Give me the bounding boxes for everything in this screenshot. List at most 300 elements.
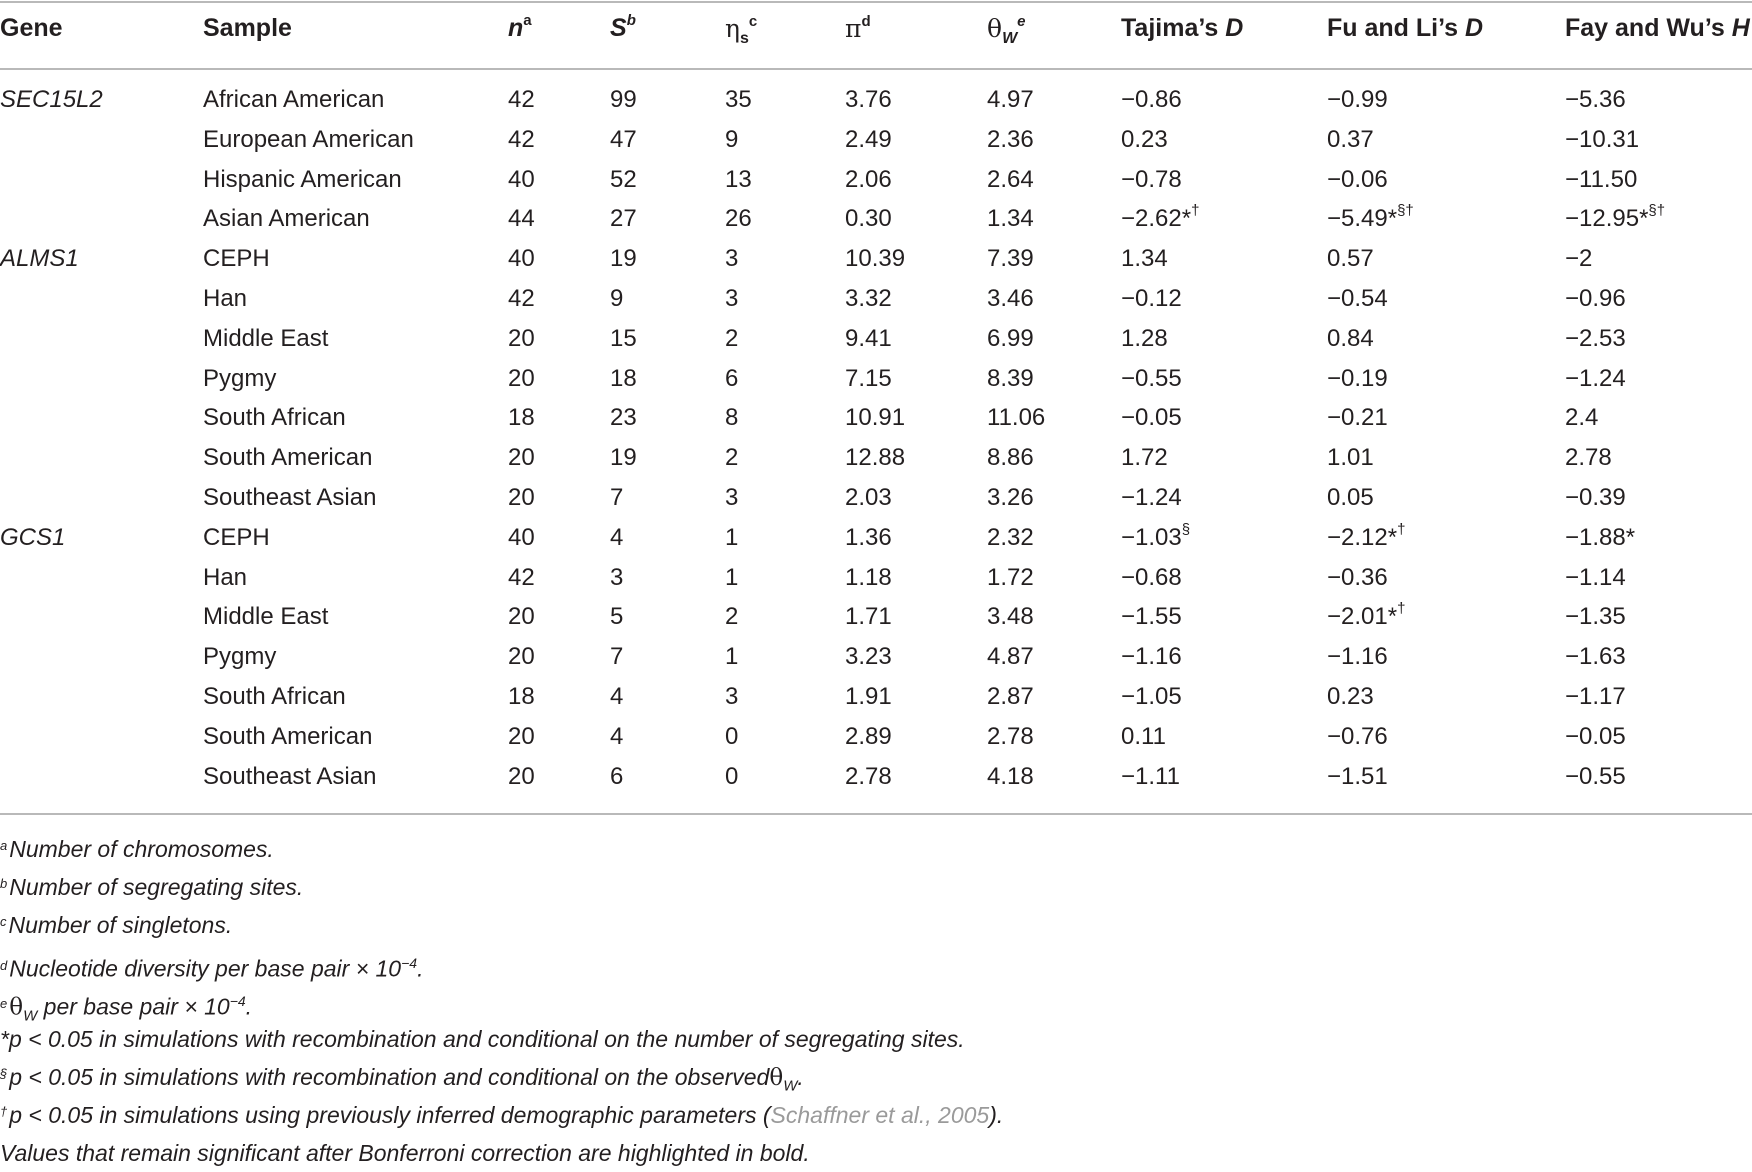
cell-sample-value: Hispanic American (203, 165, 402, 193)
cell-n-value: 18 (508, 404, 535, 432)
header-pi-mark: d (861, 12, 871, 30)
header-fu-li-d (1327, 14, 1483, 43)
cell-n (508, 637, 535, 677)
cell-fu-li-d (1327, 319, 1374, 359)
cell-s-value: 7 (610, 483, 624, 511)
cell-pi (845, 438, 905, 478)
citation-link[interactable]: Schaffner et al., 2005 (770, 1102, 990, 1128)
footnote-b-text: Number of segregating sites. (9, 874, 304, 900)
cell-eta-s-value: 0 (725, 762, 739, 790)
cell-gene (0, 80, 200, 120)
cell-sample-value: European American (203, 125, 414, 153)
cell-pi-value: 1.91 (845, 682, 892, 710)
cell-sample-value: Pygmy (203, 643, 277, 671)
cell-fay-wu-h-value: −0.96 (1565, 284, 1626, 312)
cell-fu-li-d-value: −0.54 (1327, 284, 1388, 312)
cell-eta-s-value: 2 (725, 324, 739, 352)
cell-sample (203, 239, 270, 279)
header-theta (987, 12, 1026, 47)
cell-fu-li-d (1327, 398, 1388, 438)
table-bottom-rule (0, 813, 1752, 815)
cell-tajima-d-value: 1.28 (1121, 324, 1168, 352)
cell-gene-value: SEC15L2 (0, 86, 103, 113)
cell-tajima-d-value: 1.34 (1121, 245, 1168, 273)
cell-tajima-d-value: −2.62* (1121, 205, 1192, 233)
cell-fay-wu-h (1565, 80, 1626, 120)
cell-fu-li-d-significance-mark: † (1397, 520, 1406, 538)
cell-pi (845, 637, 892, 677)
footnote-e-exponent: −4 (229, 993, 246, 1009)
cell-n (508, 757, 535, 797)
cell-eta-s (725, 160, 752, 200)
cell-sample-value: Han (203, 284, 248, 312)
cell-pi (845, 478, 892, 518)
footnote-dagger-end: ). (989, 1102, 1004, 1128)
cell-gene-value: ALMS1 (0, 245, 79, 273)
cell-fay-wu-h-value: −5.36 (1565, 86, 1626, 113)
cell-s-value: 99 (610, 86, 637, 113)
cell-n-value: 42 (508, 86, 535, 113)
cell-theta-w-value: 4.18 (987, 762, 1034, 790)
cell-fay-wu-h-value: −0.55 (1565, 762, 1626, 790)
cell-fay-wu-h-value: −11.50 (1565, 165, 1638, 193)
cell-theta-w (987, 359, 1034, 399)
cell-fu-li-d (1327, 438, 1374, 478)
cell-tajima-d-value: −0.78 (1121, 165, 1182, 193)
cell-theta-w (987, 120, 1034, 160)
cell-theta-w-value: 6.99 (987, 324, 1034, 352)
cell-s-value: 9 (610, 284, 624, 312)
cell-s (610, 478, 623, 518)
cell-fu-li-d (1327, 717, 1388, 757)
cell-n (508, 677, 535, 717)
cell-s (610, 239, 637, 279)
cell-fu-li-d (1327, 120, 1374, 160)
cell-n (508, 359, 535, 399)
cell-fu-li-d-value: −5.49* (1327, 205, 1398, 233)
cell-eta-s-value: 1 (725, 523, 739, 551)
table-row (0, 637, 1752, 677)
header-faywu-letter: H (1731, 14, 1750, 42)
cell-n (508, 160, 535, 200)
header-s-mark: b (626, 11, 636, 29)
cell-tajima-d (1121, 478, 1182, 518)
cell-theta-w (987, 279, 1034, 319)
cell-pi (845, 199, 892, 239)
cell-fu-li-d-significance-mark: † (1397, 600, 1406, 618)
cell-s (610, 120, 637, 160)
cell-fay-wu-h-value: 2.4 (1565, 404, 1599, 432)
cell-tajima-d-value: −0.86 (1121, 86, 1182, 113)
cell-eta-s (725, 757, 738, 797)
cell-eta-s (725, 359, 738, 399)
cell-sample (203, 717, 372, 757)
cell-theta-w-value: 7.39 (987, 245, 1034, 273)
cell-tajima-d-value: 0.23 (1121, 125, 1168, 153)
cell-n-value: 20 (508, 483, 535, 511)
cell-sample (203, 120, 414, 160)
header-fuli-letter: D (1464, 14, 1484, 42)
cell-fay-wu-h (1565, 597, 1626, 637)
table-header-rule (0, 68, 1752, 70)
cell-n (508, 398, 535, 438)
table-row (0, 319, 1752, 359)
cell-fay-wu-h (1565, 518, 1635, 558)
cell-fu-li-d-value: 1.01 (1327, 444, 1374, 472)
footnote-e-theta: θ (9, 994, 24, 1021)
cell-theta-w (987, 80, 1034, 120)
cell-s-value: 4 (610, 682, 624, 710)
cell-eta-s-value: 13 (725, 165, 752, 193)
cell-s-value: 19 (610, 444, 637, 472)
cell-theta-w (987, 199, 1034, 239)
cell-fu-li-d (1327, 558, 1388, 598)
cell-fu-li-d (1327, 677, 1374, 717)
cell-s-value: 6 (610, 762, 624, 790)
cell-fu-li-d-value: −0.19 (1327, 364, 1388, 392)
cell-theta-w-value: 1.72 (987, 563, 1034, 591)
cell-sample-value: African American (203, 86, 385, 113)
table-row (0, 717, 1752, 757)
cell-sample (203, 398, 346, 438)
table-row (0, 677, 1752, 717)
cell-tajima-d (1121, 239, 1168, 279)
cell-fu-li-d-value: −0.36 (1327, 563, 1388, 591)
cell-gene (0, 239, 200, 279)
cell-eta-s (725, 199, 752, 239)
table-row (0, 199, 1752, 239)
cell-pi-value: 3.32 (845, 284, 892, 312)
footnote-d-text: Nucleotide diversity per base pair × 10 (9, 955, 402, 982)
cell-theta-w-value: 8.86 (987, 444, 1034, 472)
cell-pi-value: 10.39 (845, 245, 906, 273)
table-body (0, 80, 1752, 796)
cell-s (610, 597, 623, 637)
cell-fay-wu-h (1565, 199, 1665, 239)
cell-fu-li-d-value: 0.23 (1327, 682, 1374, 710)
cell-fay-wu-h-value: −1.63 (1565, 643, 1626, 671)
cell-fay-wu-h-value: −1.14 (1565, 563, 1626, 591)
table-row (0, 120, 1752, 160)
cell-n-value: 40 (508, 523, 535, 551)
cell-fay-wu-h (1565, 637, 1626, 677)
cell-pi (845, 359, 892, 399)
cell-tajima-d (1121, 757, 1180, 797)
footnote-a-mark: a (0, 838, 8, 853)
cell-s (610, 279, 623, 319)
cell-eta-s-value: 9 (725, 125, 739, 153)
cell-tajima-d (1121, 637, 1182, 677)
cell-fay-wu-h (1565, 239, 1592, 279)
cell-tajima-d-value: −1.16 (1121, 643, 1182, 671)
cell-s (610, 677, 623, 717)
cell-n (508, 717, 535, 757)
cell-n-value: 20 (508, 324, 535, 352)
cell-eta-s-value: 8 (725, 404, 739, 432)
cell-fu-li-d-value: −1.16 (1327, 643, 1388, 671)
cell-fay-wu-h (1565, 398, 1598, 438)
cell-theta-w (987, 438, 1034, 478)
cell-tajima-d (1121, 438, 1168, 478)
cell-fu-li-d-significance-mark: §† (1397, 202, 1414, 220)
cell-n (508, 438, 535, 478)
cell-fay-wu-h-value: −0.05 (1565, 722, 1626, 750)
cell-s-value: 3 (610, 563, 624, 591)
cell-eta-s-value: 3 (725, 682, 739, 710)
cell-pi-value: 2.78 (845, 762, 892, 790)
cell-fay-wu-h (1565, 120, 1639, 160)
table-top-rule (0, 1, 1752, 3)
cell-theta-w-value: 3.48 (987, 603, 1034, 631)
table-row (0, 359, 1752, 399)
cell-sample-value: CEPH (203, 245, 270, 273)
cell-sample-value: South American (203, 444, 373, 472)
cell-tajima-d (1121, 359, 1182, 399)
cell-n-value: 20 (508, 444, 535, 472)
cell-theta-w-value: 1.34 (987, 205, 1034, 233)
cell-eta-s-value: 1 (725, 563, 739, 591)
cell-n (508, 199, 535, 239)
header-tajima-prefix: Tajima’s (1121, 14, 1226, 42)
cell-pi-value: 9.41 (845, 324, 892, 352)
cell-eta-s (725, 518, 738, 558)
cell-n-value: 40 (508, 245, 535, 273)
table-footnotes (0, 830, 1752, 1172)
footnote-e-text: per base pair × 10 (37, 993, 230, 1020)
cell-sample-value: South African (203, 404, 346, 432)
cell-tajima-d (1121, 398, 1182, 438)
cell-s (610, 637, 623, 677)
cell-eta-s (725, 597, 738, 637)
cell-pi-value: 2.03 (845, 483, 892, 511)
cell-n-value: 42 (508, 284, 535, 312)
cell-tajima-d (1121, 80, 1182, 120)
header-eta-mark: c (748, 12, 758, 30)
cell-eta-s-value: 0 (725, 722, 739, 750)
cell-gene-value: GCS1 (0, 523, 66, 551)
cell-fu-li-d (1327, 80, 1388, 120)
cell-s (610, 558, 623, 598)
cell-sample (203, 160, 402, 200)
cell-sample (203, 319, 328, 359)
table-row (0, 160, 1752, 200)
cell-fu-li-d (1327, 637, 1388, 677)
cell-pi (845, 717, 892, 757)
cell-n-value: 20 (508, 722, 535, 750)
cell-fay-wu-h (1565, 319, 1626, 359)
cell-s (610, 398, 637, 438)
cell-eta-s (725, 717, 738, 757)
header-n (508, 11, 532, 43)
footnote-d (0, 944, 1752, 982)
header-n-label: n (508, 14, 524, 42)
cell-fay-wu-h-value: −2 (1565, 245, 1593, 273)
cell-tajima-d (1121, 597, 1182, 637)
cell-pi (845, 518, 892, 558)
cell-s (610, 160, 637, 200)
cell-sample-value: Southeast Asian (203, 762, 377, 790)
table-row (0, 558, 1752, 598)
cell-eta-s (725, 438, 738, 478)
cell-theta-w (987, 398, 1045, 438)
cell-n (508, 518, 535, 558)
cell-pi (845, 597, 892, 637)
cell-tajima-d-value: −0.12 (1121, 284, 1182, 312)
cell-sample (203, 359, 276, 399)
cell-s (610, 518, 623, 558)
cell-tajima-d-value: −1.11 (1121, 762, 1180, 790)
cell-n (508, 597, 535, 637)
cell-n (508, 478, 535, 518)
cell-fu-li-d-value: −1.51 (1327, 762, 1388, 790)
cell-sample (203, 80, 384, 120)
cell-sample (203, 558, 247, 598)
footnote-a-text: Number of chromosomes. (9, 836, 274, 862)
table-row (0, 80, 1752, 120)
cell-pi-value: 2.49 (845, 125, 892, 153)
cell-pi-value: 2.89 (845, 722, 892, 750)
header-s (610, 11, 636, 43)
cell-sample (203, 478, 376, 518)
cell-theta-w (987, 558, 1034, 598)
cell-fay-wu-h-value: −10.31 (1565, 125, 1640, 153)
cell-tajima-d-value: 0.11 (1121, 722, 1166, 750)
header-sample: Sample (203, 14, 292, 42)
cell-s-value: 27 (610, 205, 637, 233)
cell-pi-value: 3.23 (845, 643, 892, 671)
cell-pi (845, 239, 905, 279)
cell-s-value: 5 (610, 603, 624, 631)
cell-theta-w-value: 11.06 (987, 404, 1046, 432)
cell-theta-w (987, 597, 1034, 637)
table-row (0, 398, 1752, 438)
cell-tajima-d (1121, 717, 1166, 757)
cell-sample-value: Middle East (203, 603, 329, 631)
cell-tajima-d (1121, 199, 1199, 239)
footnote-e-mark: e (0, 995, 8, 1011)
cell-tajima-d-value: −0.68 (1121, 563, 1182, 591)
cell-theta-w-value: 3.46 (987, 284, 1034, 312)
header-gene: Gene (0, 14, 63, 42)
footnote-a (0, 830, 1752, 868)
footnote-section-end: . (797, 1064, 804, 1090)
cell-fu-li-d-value: 0.05 (1327, 483, 1374, 511)
cell-n-value: 44 (508, 205, 535, 233)
cell-eta-s-value: 2 (725, 603, 739, 631)
cell-theta-w-value: 2.36 (987, 125, 1034, 153)
cell-n (508, 80, 535, 120)
cell-tajima-d (1121, 677, 1182, 717)
cell-pi (845, 319, 892, 359)
cell-theta-w-value: 4.87 (987, 643, 1034, 671)
cell-eta-s-value: 6 (725, 364, 739, 392)
table-row (0, 438, 1752, 478)
cell-fu-li-d (1327, 478, 1374, 518)
header-tajima-d (1121, 14, 1243, 43)
footnote-c (0, 906, 1752, 944)
footnote-bold-note (0, 1134, 1752, 1172)
cell-n-value: 42 (508, 563, 535, 591)
table-header-row (0, 11, 1752, 54)
cell-pi-value: 3.76 (845, 86, 892, 113)
cell-n-value: 20 (508, 364, 535, 392)
cell-eta-s-value: 2 (725, 444, 739, 472)
cell-fu-li-d (1327, 518, 1405, 558)
cell-n-value: 20 (508, 762, 535, 790)
header-theta-sub: W (1002, 30, 1018, 47)
cell-fu-li-d (1327, 597, 1405, 637)
footnote-section-mark: § (0, 1066, 8, 1081)
cell-s-value: 15 (610, 324, 637, 352)
header-tajima-letter: D (1225, 14, 1244, 42)
cell-fu-li-d (1327, 279, 1388, 319)
cell-tajima-d-value: −1.03 (1121, 523, 1182, 551)
cell-pi (845, 80, 892, 120)
footnote-section-text: p < 0.05 in simulations with recombination and conditional on the observed (9, 1064, 770, 1090)
cell-eta-s-value: 3 (725, 245, 739, 273)
cell-tajima-d (1121, 120, 1168, 160)
footnote-d-exponent: −4 (401, 955, 418, 971)
cell-gene (0, 518, 200, 558)
cell-tajima-d (1121, 319, 1168, 359)
footnote-dagger (0, 1096, 1752, 1134)
cell-eta-s-value: 1 (725, 643, 739, 671)
cell-tajima-d-significance-mark: † (1191, 202, 1200, 220)
footnote-star-text: *p < 0.05 in simulations with recombination and conditional on the number of segregating sites. (0, 1026, 965, 1052)
cell-s-value: 4 (610, 722, 624, 750)
cell-tajima-d-value: −0.55 (1121, 364, 1182, 392)
cell-fu-li-d-value: 0.84 (1327, 324, 1374, 352)
cell-theta-w-value: 3.26 (987, 483, 1034, 511)
table-row (0, 478, 1752, 518)
cell-fay-wu-h-value: −12.95* (1565, 205, 1649, 233)
header-pi-label: π (845, 14, 862, 43)
header-eta (725, 12, 758, 47)
footnote-bold-text: Values that remain significant after Bonferroni correction are highlighted in bold. (0, 1140, 810, 1166)
header-faywu-prefix: Fay and Wu’s (1565, 14, 1732, 42)
cell-fu-li-d-value: −0.06 (1327, 165, 1388, 193)
cell-fu-li-d-value: 0.57 (1327, 245, 1374, 273)
header-n-mark: a (523, 11, 532, 29)
cell-tajima-d-significance-mark: § (1181, 520, 1191, 538)
table-row (0, 518, 1752, 558)
footnote-e-sub: W (23, 1007, 38, 1025)
cell-fay-wu-h-value: −2.53 (1565, 324, 1626, 352)
header-theta-label: θ (987, 14, 1003, 43)
cell-s (610, 438, 637, 478)
cell-theta-w (987, 239, 1034, 279)
cell-tajima-d (1121, 160, 1182, 200)
table-row (0, 239, 1752, 279)
cell-n-value: 42 (508, 125, 535, 153)
cell-sample-value: South American (203, 722, 373, 750)
cell-fu-li-d (1327, 757, 1388, 797)
cell-s-value: 23 (610, 404, 637, 432)
cell-fay-wu-h (1565, 279, 1626, 319)
cell-fay-wu-h-significance-mark: §† (1648, 202, 1666, 220)
cell-s (610, 359, 637, 399)
footnote-dagger-mark: † (0, 1104, 8, 1119)
cell-s (610, 319, 637, 359)
cell-fay-wu-h-value: 2.78 (1565, 444, 1612, 472)
cell-pi (845, 757, 892, 797)
cell-fu-li-d-value: −0.76 (1327, 722, 1388, 750)
cell-theta-w (987, 677, 1034, 717)
cell-s (610, 199, 637, 239)
cell-eta-s (725, 398, 738, 438)
cell-tajima-d-value: −1.05 (1121, 682, 1182, 710)
cell-fu-li-d-value: −2.12* (1327, 523, 1398, 551)
